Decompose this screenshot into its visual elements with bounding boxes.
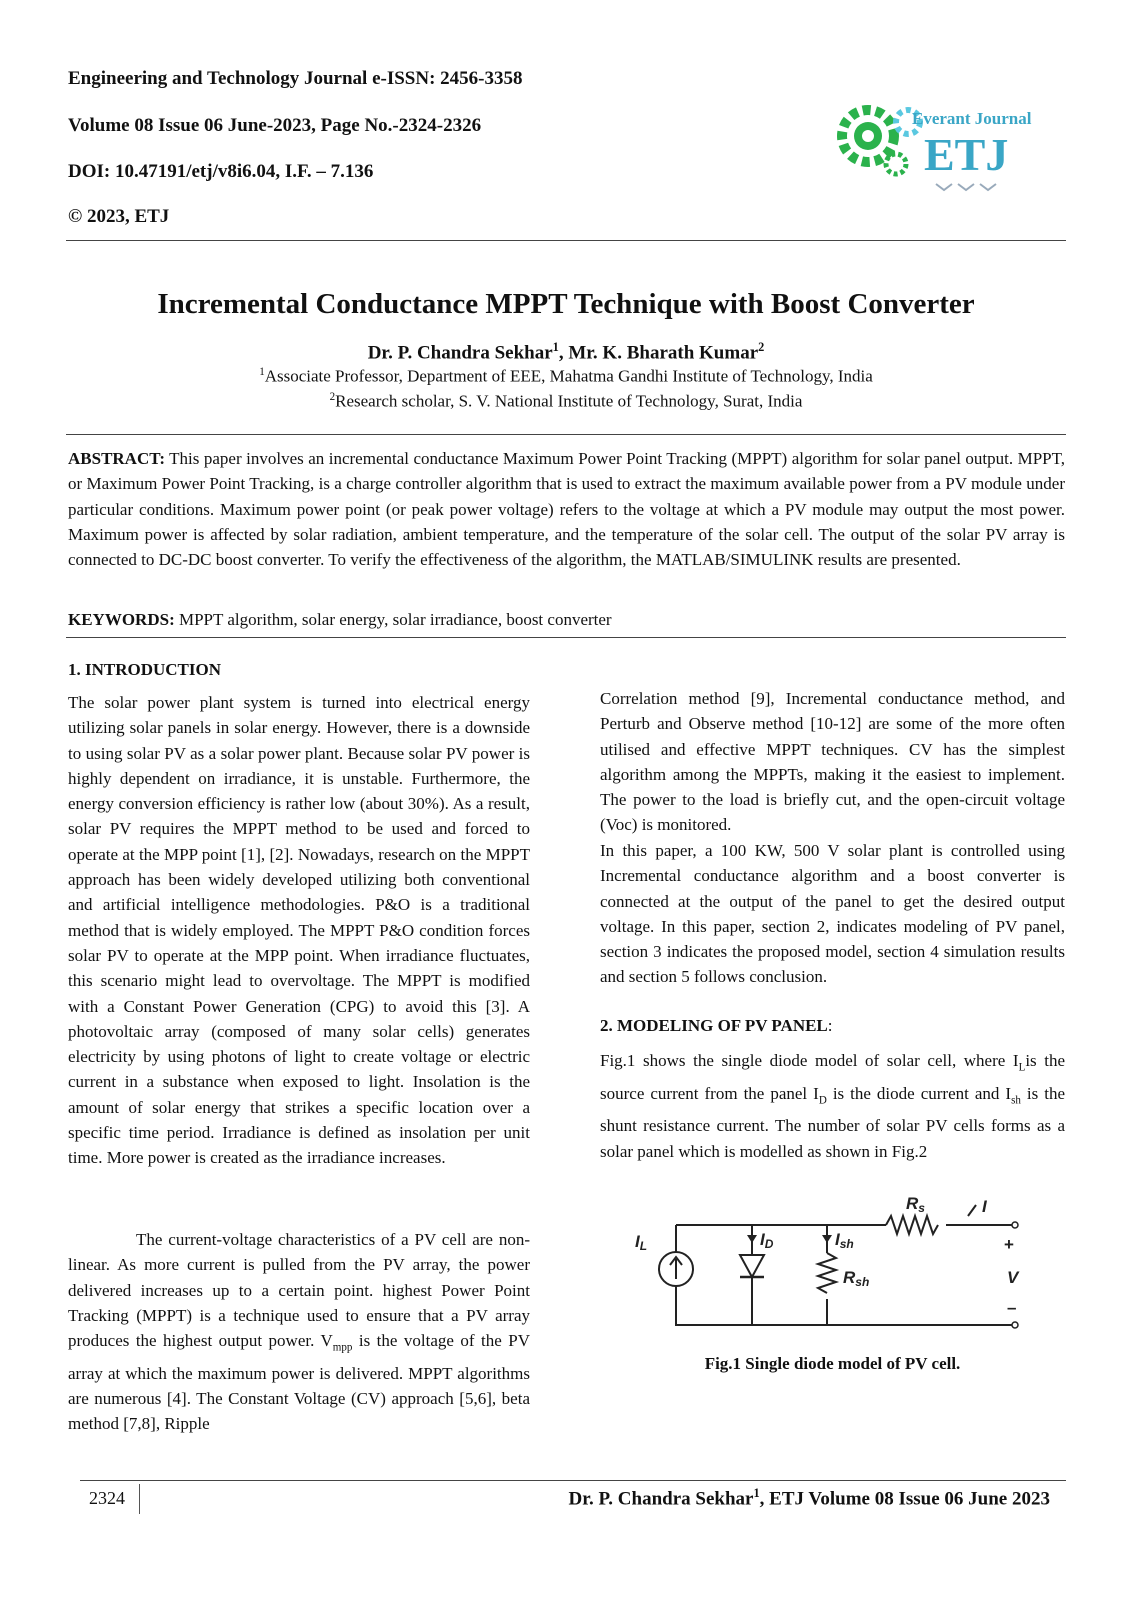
footer-divider	[80, 1480, 1066, 1481]
logo-small-text: Everant Journal	[912, 109, 1032, 128]
diode-triangle	[740, 1255, 764, 1277]
label-i: I	[982, 1197, 987, 1216]
shunt-resistor	[818, 1253, 836, 1293]
label-id: ID	[760, 1230, 774, 1251]
intro-paragraph-4: In this paper, a 100 KW, 500 V solar plant is controlled using Incremental conductance algorithm and a boost converter is connected at the output of the panel to get the desired output voltage. In this paper, section 2, indicates modeling of PV panel, section 3 indicates the proposed model, section 4 simulation results and section 5 follows conclusion.	[600, 841, 1065, 987]
label-v: V	[1007, 1268, 1019, 1287]
journal-doi: DOI: 10.47191/etj/v8i6.04, I.F. – 7.136	[68, 161, 374, 182]
label-minus: –	[1007, 1298, 1017, 1317]
page-number: 2324	[89, 1488, 125, 1508]
journal-volume: Volume 08 Issue 06 June-2023, Page No.-2324-2326	[68, 115, 482, 136]
section2-paragraph: Fig.1 shows the single diode model of solar cell, where $I_Lis$ the source current from the panel $I_D$ is the diode current and $I_{sh}$ is the shunt resistance current. The number of solar PV cells forms as a solar panel which is modelled as shown in Fig.2	[600, 1051, 1066, 1161]
header-divider	[66, 240, 1066, 241]
affiliation-1: $^1$Associate Professor, Department of EEE, Mahatma Gandhi Institute of Technology, India	[259, 366, 873, 386]
label-ish: Ish	[835, 1230, 854, 1251]
gear-icon	[842, 110, 920, 174]
abstract: ABSTRACT: This paper involves an incremental conductance Maximum Power Point Tracking (MPPT) algorithm for solar panel output. MPPT, or Maximum Power Point Tracking, is a charge controller algorithm that is used to extract the maximum available power from a PV module under particular conditions. Maximum power point (or peak power voltage) refers to the voltage at which a PV module may output the most power. Maximum power is affected by solar radiation, ambient temperature, and the temperature of the solar cell. The output of the solar PV array is connected to DC-DC boost converter. To verify the effectiveness of the algorithm, the MATLAB/SIMULINK results are presented.	[68, 449, 1065, 570]
figure1-caption: Fig.1 Single diode model of PV cell.	[704, 1354, 961, 1373]
label-rsh: Rsh	[843, 1268, 870, 1289]
id-arrow-icon	[747, 1235, 757, 1243]
intro-paragraph-3: Correlation method [9], Incremental conductance method, and Perturb and Observe method [10-12] are some of the more often utilised and effective MPPT techniques. CV has the simplest algorithm among the MPPTs, making it the easiest to implement. The power to the load is briefly cut, and the open-circuit voltage (Voc) is monitored.	[600, 689, 1065, 835]
terminal-negative	[1012, 1322, 1018, 1328]
intro-paragraph-2: The current-voltage characteristics of a PV cell are non-linear. As more current is pulled from the PV array, the power delivered increases up to a certain point. highest Power Point Tracking (MPPT) is a technique used to ensure that a PV array produces the highest output power. $V_{mpp}$ is the voltage of the PV array at which the maximum power is delivered. MPPT algorithms are numerous [4]. The Constant Voltage (CV) approach [5,6], beta method [7,8], Ripple	[68, 1230, 530, 1434]
intro-paragraph-1: The solar power plant system is turned into electrical energy utilizing solar panels in solar energy. However, there is a downside to using solar PV as a solar power plant. Because solar PV power is highly dependent on irradiance, it is unstable. Furthermore, the energy conversion efficiency is rather low (about 30%). As a result, solar PV requires the MPPT method to be used and forced to operate at the MPP point [1], [2]. Nowadays, research on the MPPT approach has been widely developed utilizing both conventional and artificial intelligence methodologies. P&O is a traditional method that is widely employed. The MPPT P&O condition forces solar PV to operate at the MPP point. When irradiance fluctuates, this scenario might lead to overvoltage. The MPPT is modified with a Constant Power Generation (CPG) to avoid this [3]. A photovoltaic array (composed of many solar cells) generates electricity by using photons of light to create voltage or electric current in a substance when exposed to light. Insolation is the amount of solar energy that strikes a specific location over a specific time period. Irradiance is defined as insolation per unit time. More power is created as the irradiance increases.	[68, 693, 530, 1168]
affiliation-2: $^2$Research scholar, S. V. National Institute of Technology, Surat, India	[329, 391, 803, 411]
current-arrow-output	[968, 1205, 976, 1216]
label-il: IL	[635, 1232, 648, 1253]
section2-heading: 2. MODELING OF PV PANEL:	[600, 1016, 833, 1035]
label-rs: Rs	[906, 1195, 925, 1215]
intro-heading: 1. INTRODUCTION	[68, 660, 222, 679]
ish-arrow-icon	[822, 1235, 832, 1243]
series-resistor	[886, 1216, 938, 1234]
label-plus: +	[1004, 1235, 1014, 1254]
authors: Dr. P. Chandra Sekhar$^1$, Mr. K. Bharath Kumar$^2$	[367, 340, 765, 364]
journal-issn: Engineering and Technology Journal e-ISSN: 2456-3358	[68, 68, 523, 89]
logo-big-text: ETJ	[924, 129, 1009, 180]
footer-separator	[139, 1484, 140, 1514]
abstract-bottom-divider	[66, 637, 1066, 638]
single-diode-circuit-diagram	[630, 1195, 1040, 1340]
paper-title: Incremental Conductance MPPT Technique with Boost Converter	[157, 288, 975, 320]
journal-copyright: © 2023, ETJ	[68, 206, 170, 227]
footer-citation: Dr. P. Chandra Sekhar$^1$, ETJ Volume 08 Issue 06 June 2023	[568, 1486, 1050, 1510]
abstract-top-divider	[66, 434, 1066, 435]
etj-logo	[826, 92, 1036, 202]
keywords: KEYWORDS: MPPT algorithm, solar energy, solar irradiance, boost converter	[68, 610, 612, 629]
terminal-positive	[1012, 1222, 1018, 1228]
